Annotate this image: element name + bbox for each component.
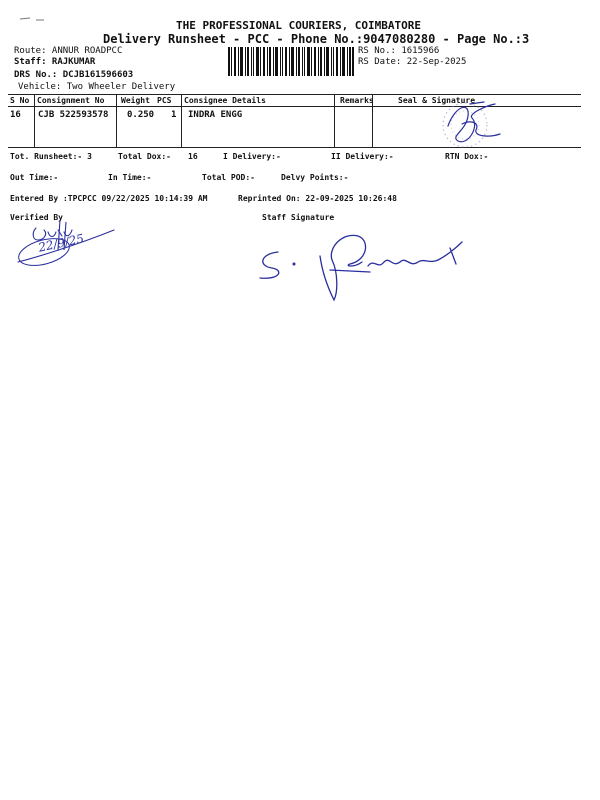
vehicle: Vehicle: Two Wheeler Delivery [18,82,176,92]
table-col-divider [34,94,35,147]
table-col-divider [116,94,117,147]
col-header-pcs: PCS [157,96,172,105]
runsheet-subtitle: Delivery Runsheet - PCC - Phone No.:9047080280 - Page No.:3 [103,32,530,46]
entered-by: Entered By :TPCPCC 09/22/2025 10:14:39 AM [10,194,208,203]
cell-pcs: 1 [171,110,177,120]
col-header-consignment: Consignment No [37,96,105,105]
ii-delivery: II Delivery:- [331,152,394,161]
verified-by-label: Verified By [10,213,63,222]
total-dox-value: 16 [188,152,198,161]
reprinted-on: Reprinted On: 22-09-2025 10:26:48 [238,194,397,203]
tot-runsheet: Tot. Runsheet:- 3 [10,152,92,161]
rs-number: RS No.: 1615966 [358,46,440,56]
cell-consignment: CJB 522593578 [38,110,109,120]
col-header-sno: S No [10,96,30,105]
cell-consignee: INDRA ENGG [188,110,243,120]
barcode [228,47,354,76]
staff-signature [250,222,470,308]
cell-weight: 0.250 [127,110,155,120]
table-col-divider [181,94,182,147]
in-time: In Time:- [108,173,152,182]
drs-number: DRS No.: DCJB161596603 [14,70,134,80]
table-col-divider [334,94,335,147]
total-dox: Total Dox:- [118,152,171,161]
staff: Staff: RAJKUMAR [14,57,96,67]
rs-date: RS Date: 22-Sep-2025 [358,57,467,67]
handwritten-date: 22/9/25 [37,231,86,255]
i-delivery: I Delivery:- [223,152,281,161]
col-header-seal: Seal & Signature [398,96,476,105]
cell-sno: 16 [10,110,21,120]
col-header-weight: Weight [121,96,150,105]
col-header-remarks: Remarks [340,96,374,105]
consignee-signature [440,96,510,151]
delvy-points: Delvy Points:- [281,173,349,182]
company-title: THE PROFESSIONAL COURIERS, COIMBATORE [176,19,422,32]
scan-mark [18,14,58,24]
rtn-dox: RTN Dox:- [445,152,489,161]
col-header-consignee: Consignee Details [184,96,266,105]
total-pod: Total POD:- [202,173,255,182]
route: Route: ANNUR ROADPCC [14,46,123,56]
out-time: Out Time:- [10,173,59,182]
staff-signature-label: Staff Signature [262,213,335,222]
